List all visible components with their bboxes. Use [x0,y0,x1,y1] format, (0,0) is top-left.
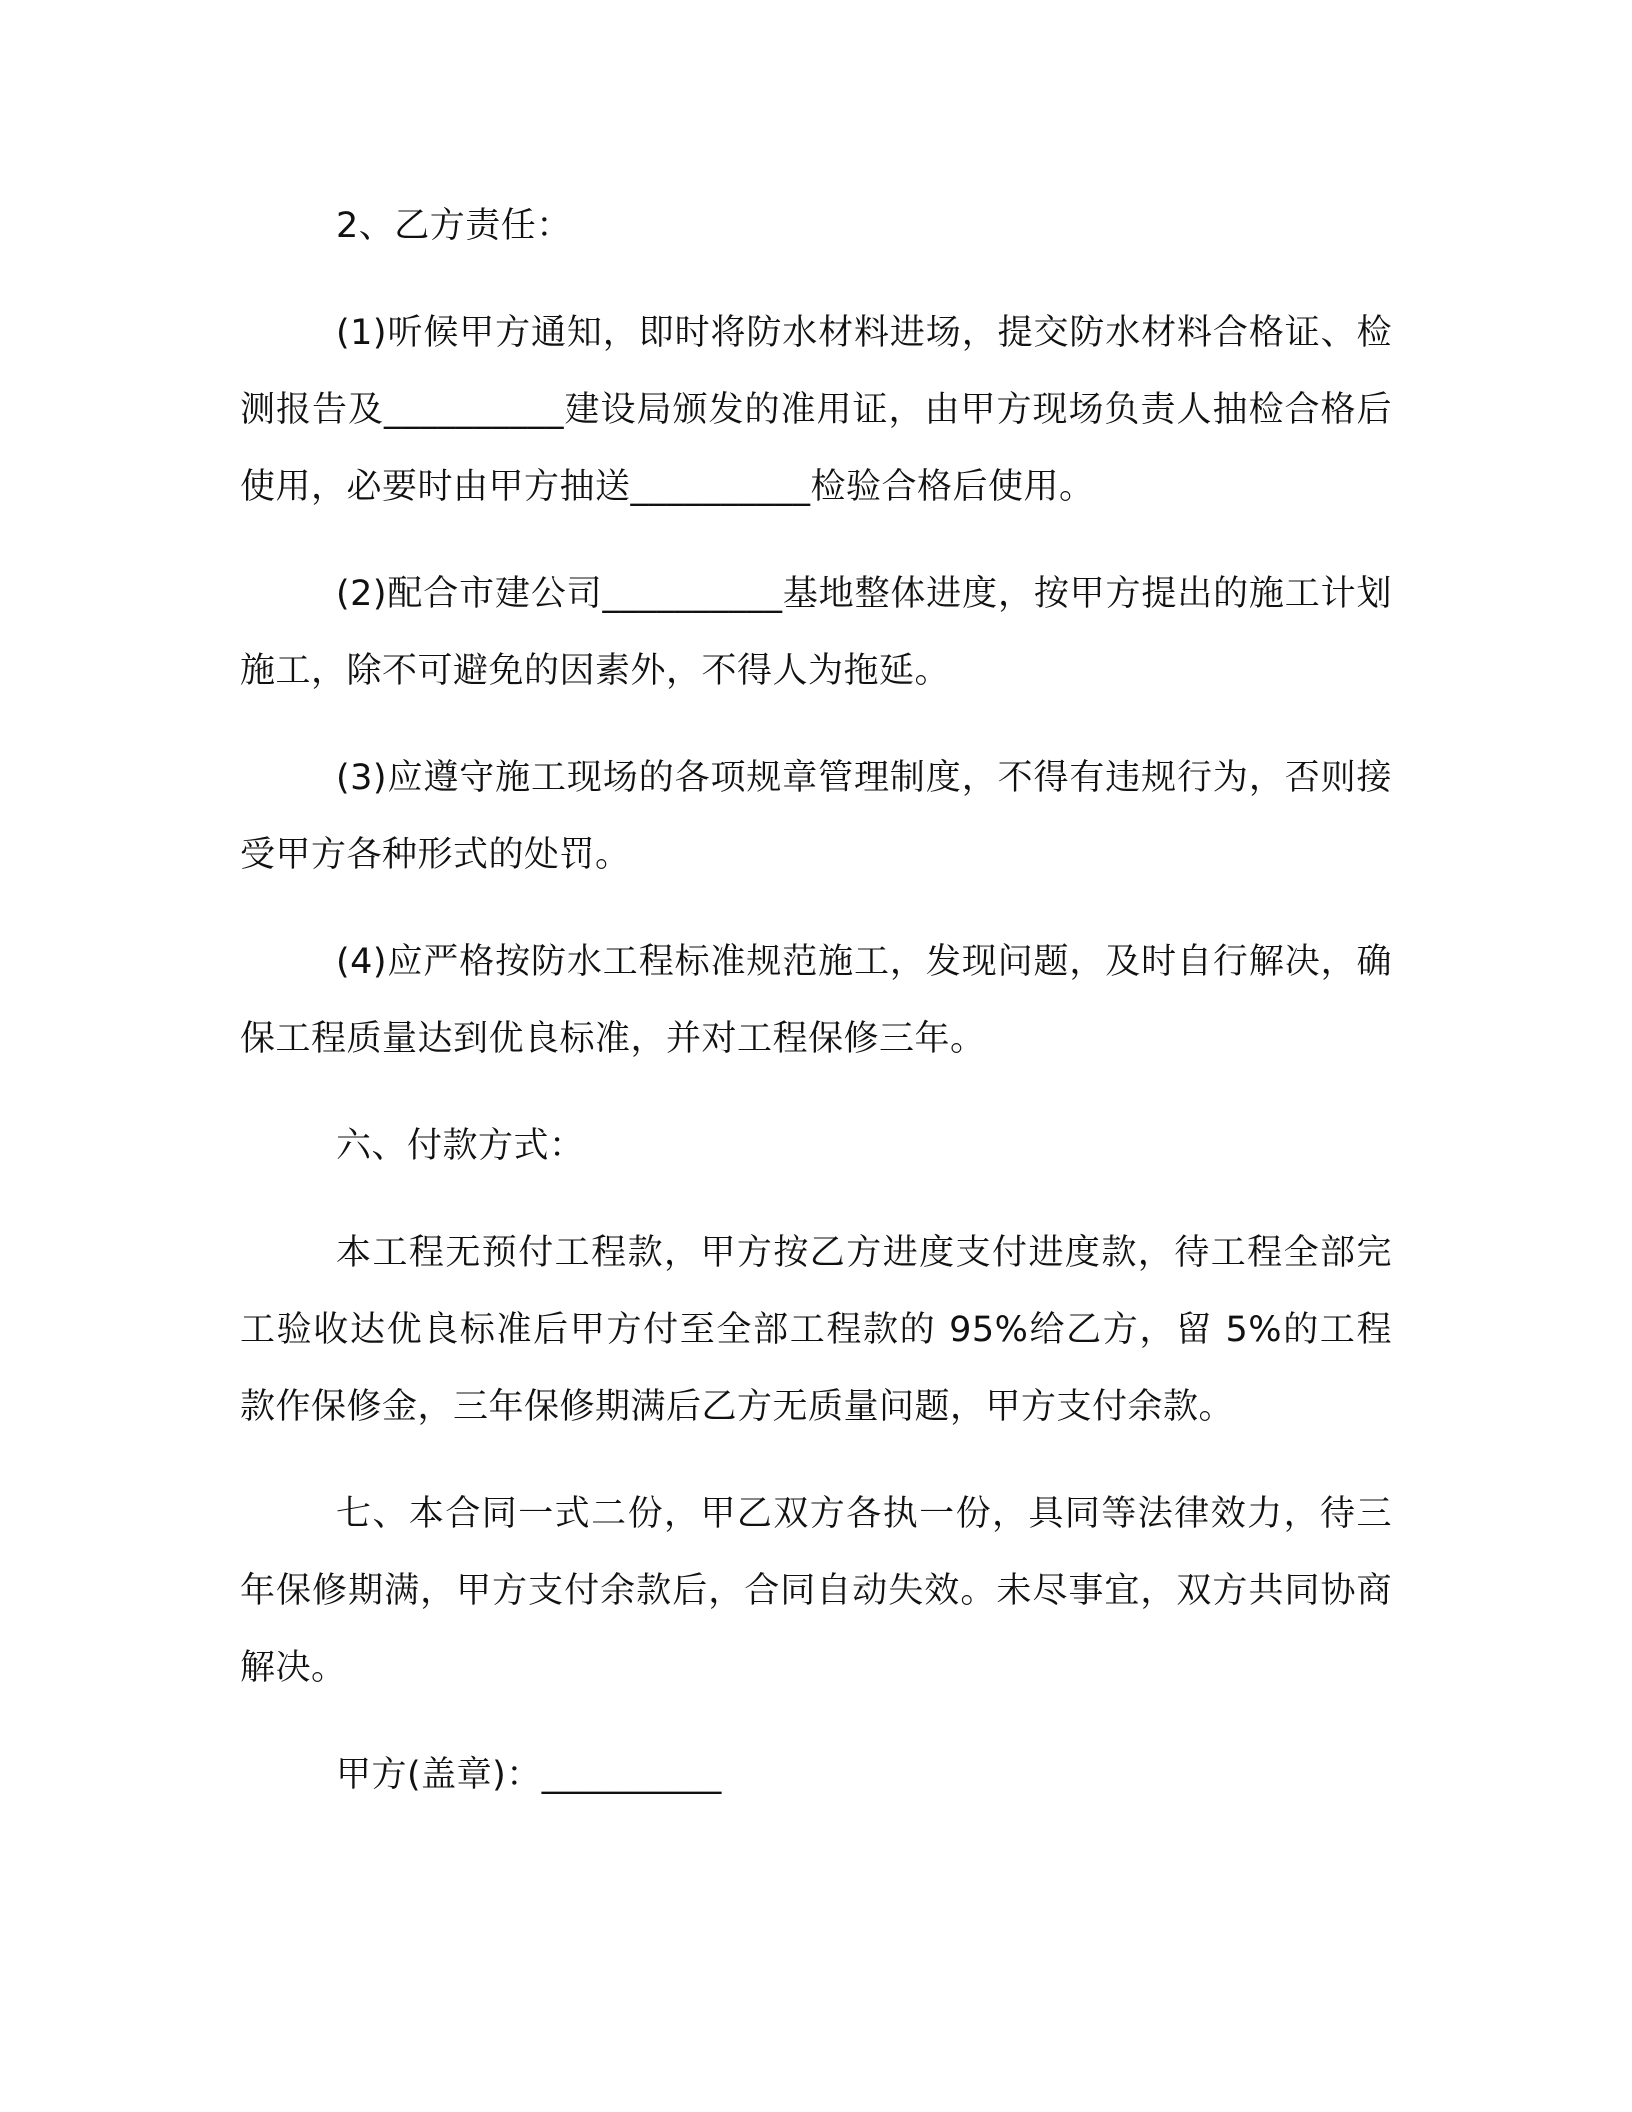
contract-copies-clause: 七、本合同一式二份，甲乙双方各执一份，具同等法律效力，待三年保修期满，甲方支付余款后，合同自动失效。未尽事宜，双方共同协商解决。 [240,1494,1392,1688]
clause-3-site-rules: (3)应遵守施工现场的各项规章管理制度，不得有违规行为，否则接受甲方各种形式的处罚。 [240,758,1392,875]
document-body [240,188,1392,1844]
party-a-seal-line: 甲方(盖章)：__________ [336,1755,722,1795]
heading-payment-method: 六、付款方式： [336,1126,585,1166]
heading-party-b-responsibility: 2、乙方责任： [336,206,572,246]
clause-1-materials: (1)听候甲方通知，即时将防水材料进场，提交防水材料合格证、检测报告及__________建设局颁发的准用证，由甲方现场负责人抽检合格后使用，必要时由甲方抽送__________检验合格后使用。 [240,313,1392,507]
clause-4-quality: (4)应严格按防水工程标准规范施工，发现问题，及时自行解决，确保工程质量达到优良标准，并对工程保修三年。 [240,942,1392,1059]
clause-2-schedule: (2)配合市建公司__________基地整体进度，按甲方提出的施工计划施工，除不可避免的因素外，不得人为拖延。 [240,574,1392,691]
payment-terms: 本工程无预付工程款，甲方按乙方进度支付进度款，待工程全部完工验收达优良标准后甲方付至全部工程款的 95%给乙方，留 5%的工程款作保修金，三年保修期满后乙方无质量问题，甲方支付余款。 [240,1233,1392,1427]
